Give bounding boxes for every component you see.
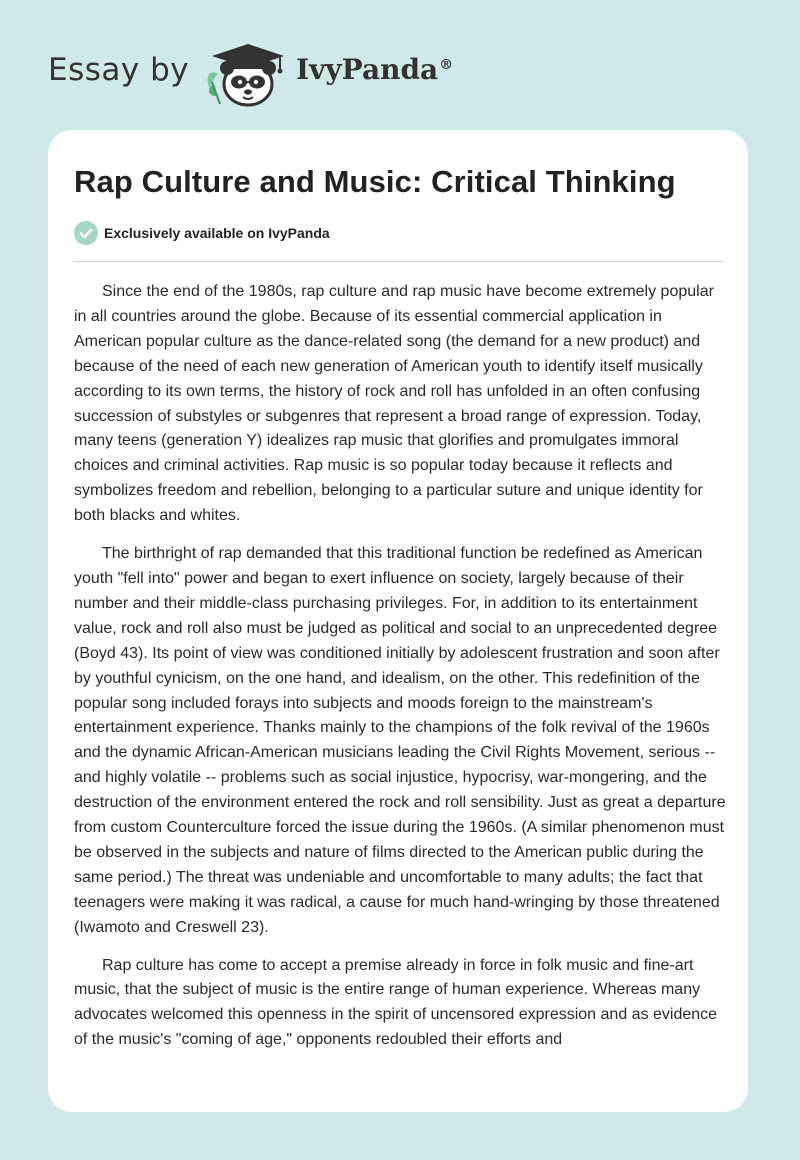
title-divider: [74, 261, 723, 262]
essay-body: [74, 280, 726, 1066]
brand-name-text: IvyPanda: [296, 53, 439, 86]
essay-card: [48, 130, 748, 1112]
essay-title: Rap Culture and Music: Critical Thinking: [74, 164, 676, 199]
essay-by-label: Essay by: [48, 52, 190, 88]
brand-name[interactable]: [296, 53, 453, 86]
site-header: [0, 0, 800, 120]
registered-mark: ®: [439, 56, 454, 73]
exclusive-badge: [74, 221, 330, 245]
check-circle-icon: [74, 221, 98, 245]
essay-paragraph-3: Rap culture has come to accept a premise already in force in folk music and fine-art music, that the subject of music is the entire range of human experience. Whereas many advocates welcomed this openness in the spirit of uncensored expression and as evidence of the music's "coming of age," opponents redoubled their efforts and: [74, 956, 718, 1049]
panda-graduate-logo-icon[interactable]: [200, 38, 292, 110]
exclusive-badge-text: Exclusively available on IvyPanda: [104, 225, 330, 241]
essay-paragraph-1: Since the end of the 1980s, rap culture and rap music have become extremely popular in all countries around the globe. Because of its essential commercial application in American popular culture as the dance-related song (the demand for a new product) and because of the need of each new generation of American youth to identify itself musically according to its own terms, the history of rock and roll has unfolded in an often confusing succession of substyles or subgenres that represent a broad range of expression. Today, many teens (generation Y) idealizes rap music that glorifies and promulgates immoral choices and criminal activities. Rap music is so popular today because it reflects and symbolizes freedom and rebellion, belonging to a particular suture and unique identity for both blacks and whites.: [74, 283, 714, 525]
essay-paragraph-2: The birthright of rap demanded that this traditional function be redefined as American youth "fell into" power and began to exert influence on society, largely because of their number and their middle-class purchasing privileges. For, in addition to its entertainment value, rock and roll also must be judged as political and social to an unprecedented degree (Boyd 43). Its point of view was conditioned initially by adolescent frustration and soon after by youthful cynicism, on the one hand, and idealism, on the other. This redefinition of the popular song included forays into subjects and moods foreign to the mainstream's entertainment experience. Thanks mainly to the champions of the folk revival of the 1960s and the dynamic African-American musicians leading the Civil Rights Movement, serious -- and highly volatile -- problems such as social injustice, hypocrisy, war-mongering, and the destruction of the environment entered the rock and roll sensibility. Just as great a departure from custom Counterculture forced the issue during the 1960s. (A similar phenomenon must be observed in the subjects and nature of films directed to the American public during the same period.) The threat was undeniable and uncomfortable to many adults; the fact that teenagers were making it was radical, a cause for much hand-wringing by those threatened (Iwamoto and Creswell 23).: [74, 545, 726, 936]
